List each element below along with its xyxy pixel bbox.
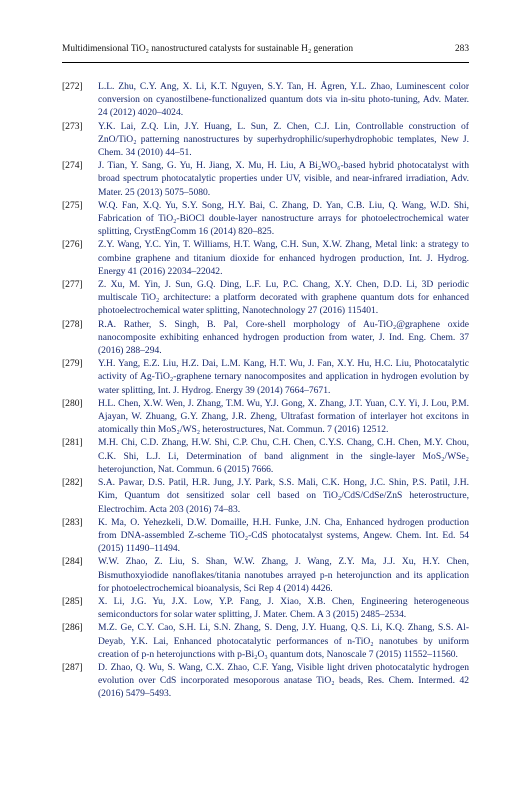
reference-number: [281] [62,437,83,449]
reference-number: [280] [62,397,83,409]
reference-item [62,80,469,120]
reference-text-link[interactable]: K. Ma, O. Yehezkeli, D.W. Domaille, H.H. Funke, J.N. Cha, Enhanced hydrogen production from DNA-assembled Z-scheme TiO₂-CdS photocatalyst systems, Angew. Chem. Int. Ed. 54 (2015) 11490–11494. [98,516,469,555]
reference-item [62,436,469,476]
reference-text-link[interactable]: W.Q. Fan, X.Q. Yu, S.Y. Song, H.Y. Bai, C. Zhang, D. Yan, C.B. Liu, Q. Wang, W.D. Shi, Fabrication of TiO₂-BiOCl double-layer nanostructure arrays for photoelectrochemical water splitting, CrystEngComm 16 (2014) 820–825. [98,199,469,238]
reference-text-link[interactable]: Z. Xu, M. Yin, J. Sun, G.Q. Ding, L.F. Lu, P.C. Chang, X.Y. Chen, D.D. Li, 3D periodic multiscale TiO₂ architecture: a platform decorated with graphene quantum dots for enhanced photoelectrochemical water splitting, Nanotechnology 27 (2016) 115401. [98,279,469,317]
reference-number: [273] [62,120,83,132]
reference-item [62,661,469,701]
reference-number: [285] [62,595,83,607]
reference-number: [272] [62,81,83,92]
reference-number: [278] [62,318,83,330]
reference-text-link[interactable]: M.Z. Ge, C.Y. Cao, S.H. Li, S.N. Zhang, S. Deng, J.Y. Huang, Q.S. Li, K.Q. Zhang, S.S. Al-Deyab, Y.K. Lai, Enhanced photocatalytic performances of n-TiO₂ nanotubes by uniform creation of p-n heterojunctions with p-Bi₂O₃ quantum dots, Nanoscale 7 (2015) 11552–11560. [98,622,469,660]
reference-text-link[interactable]: W.W. Zhao, Z. Liu, S. Shan, W.W. Zhang, J. Wang, Z.Y. Ma, J.J. Xu, H.Y. Chen, Bismuthoxyiodide nanoflakes/titania nanotubes arrayed p-n heterojunction and its application for photoelectrochemical bioanalysis, Sci Rep 4 (2014) 4426. [98,556,469,594]
running-header [62,44,469,58]
reference-text-link[interactable]: L.L. Zhu, C.Y. Ang, X. Li, K.T. Nguyen, S.Y. Tan, H. Ågren, Y.L. Zhao, Luminescent color conversion on cyanostilbene-functionalized quantum dots via in-situ photo-tuning, Adv. Mater. 24 (2012) 4020–4024. [98,81,469,119]
reference-text-link[interactable]: Z.Y. Wang, Y.C. Yin, T. Williams, H.T. Wang, C.H. Sun, X.W. Zhang, Metal link: a strategy to combine graphene and titanium dioxide for enhanced hydrogen production, Int. J. Hydrog. Energy 41 (2016) 22034–22042. [98,239,469,277]
reference-number: [286] [62,622,83,634]
reference-number: [274] [62,160,83,172]
reference-number: [283] [62,516,83,528]
reference-item [62,555,469,595]
reference-text-link[interactable]: R.A. Rather, S. Singh, B. Pal, Core-shell morphology of Au-TiO₂@graphene oxide nanocomposite exhibiting enhanced hydrogen production from water, J. Ind. Eng. Chem. 37 (2016) 288–294. [98,318,469,357]
reference-item [62,199,469,239]
reference-item [62,595,469,621]
reference-number: [275] [62,199,83,211]
reference-item [62,357,469,397]
reference-item [62,159,469,199]
reference-number: [279] [62,358,83,370]
reference-item [62,120,469,160]
reference-list [62,80,469,701]
reference-number: [287] [62,661,83,673]
reference-text-link[interactable]: H.L. Chen, X.W. Wen, J. Zhang, T.M. Wu, Y.J. Gong, X. Zhang, J.T. Yuan, C.Y. Yi, J. Lou, P.M. Ajayan, W. Zhuang, G.Y. Zhang, J.R. Zheng, Ultrafast formation of interlayer hot excitons in atomically thin MoS₂/WS₂ heterostructures, Nat. Commun. 7 (2016) 12512. [98,397,469,436]
reference-text-link[interactable]: S.A. Pawar, D.S. Patil, H.R. Jung, J.Y. Park, S.S. Mali, C.K. Hong, J.C. Shin, P.S. Patil, J.H. Kim, Quantum dot sensitized solar cell based on TiO₂/CdS/CdSe/ZnS heterostructure, Electrochim. Acta 203 (2016) 74–83. [98,477,469,515]
reference-item [62,621,469,661]
reference-item [62,278,469,318]
reference-text-link[interactable]: J. Tian, Y. Sang, G. Yu, H. Jiang, X. Mu, H. Liu, A Bi₂WO₆-based hybrid photocatalyst with broad spectrum photocatalytic properties under UV, visible, and near-infrared irradiation, Adv. Mater. 25 (2013) 5075–5080. [98,160,469,198]
reference-text-link[interactable]: Y.K. Lai, Z.Q. Lin, J.Y. Huang, L. Sun, Z. Chen, C.J. Lin, Controllable construction of ZnO/TiO₂ patterning nanostructures by superhydrophilic/superhydrophobic templates, New J. Chem. 34 (2010) 44–51. [98,120,469,159]
reference-number: [282] [62,477,83,489]
reference-item [62,516,469,556]
running-header-title: Multidimensional TiO₂ nanostructured catalysts for sustainable H₂ generation [62,44,354,54]
reference-item [62,238,469,278]
reference-text-link[interactable]: M.H. Chi, C.D. Zhang, H.W. Shi, C.P. Chu, C.H. Chen, C.Y.S. Chang, C.H. Chen, M.Y. Chou, C.K. Shi, L.J. Li, Determination of band alignment in the single-layer MoS₂/WSe₂ heterojunction, Nat. Commun. 6 (2015) 7666. [98,437,469,475]
reference-text-link[interactable]: D. Zhao, Q. Wu, S. Wang, C.X. Zhao, C.F. Yang, Visible light driven photocatalytic hydrogen evolution over CdS incorporated mesoporous anatase TiO₂ beads, Res. Chem. Intermed. 42 (2016) 5479–5493. [98,661,469,700]
reference-number: [277] [62,279,83,291]
reference-text-link[interactable]: X. Li, J.G. Yu, J.X. Low, Y.P. Fang, J. Xiao, X.B. Chen, Engineering heterogeneous semiconductors for solar water splitting, J. Mater. Chem. A 3 (2015) 2485–2534. [98,595,469,621]
reference-item [62,476,469,516]
page-number: 283 [454,44,469,54]
header-rule [62,62,469,63]
reference-item [62,318,469,358]
reference-number: [284] [62,556,83,568]
reference-number: [276] [62,239,83,251]
reference-text-link[interactable]: Y.H. Yang, E.Z. Liu, H.Z. Dai, L.M. Kang, H.T. Wu, J. Fan, X.Y. Hu, H.C. Liu, Photocatalytic activity of Ag-TiO₂-graphene ternary nanocomposites and application in hydrogen evolution by water splitting, Int. J. Hydrog. Energy 39 (2014) 7664–7671. [98,358,469,396]
reference-item [62,397,469,437]
